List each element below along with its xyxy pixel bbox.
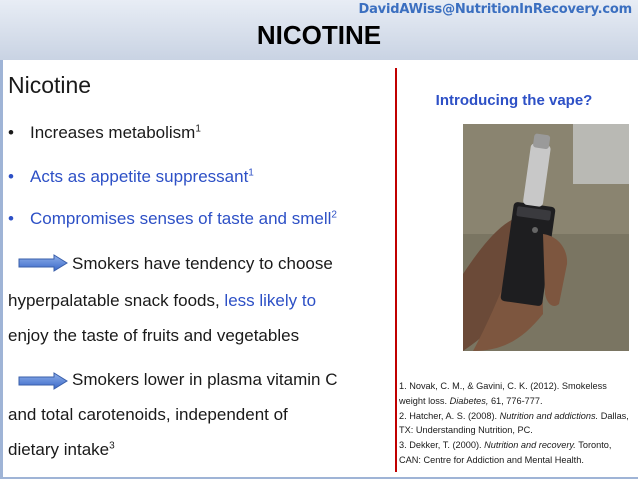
references (399, 379, 635, 468)
para2-line2: and total carotenoids, independent of (8, 405, 288, 424)
ref-text: 2. Hatcher, A. S. (2008). (399, 410, 500, 421)
reference-item (399, 409, 635, 439)
para1-line3: enjoy the taste of fruits and vegetables (8, 326, 300, 345)
para1-line1: Smokers have tendency to choose (72, 254, 333, 273)
left-column (8, 72, 393, 459)
vape-photo (463, 124, 629, 351)
para2-line3 (8, 440, 115, 460)
citation-marker: 2 (331, 209, 337, 221)
para1-line2 (8, 291, 316, 311)
citation-marker: 3 (109, 440, 115, 452)
ref-title: Nutrition and addictions. (499, 410, 599, 421)
bullet-marker: • (8, 123, 14, 142)
bullet-text: Increases metabolism (30, 123, 196, 142)
section-heading: Nicotine (8, 72, 92, 98)
ref-text: 3. Dekker, T. (2000). (399, 440, 485, 451)
para2-line1: Smokers lower in plasma vitamin C (72, 370, 338, 389)
bullet-marker: • (8, 167, 14, 186)
citation-marker: 1 (195, 123, 201, 135)
reference-item (399, 379, 635, 409)
reference-item (399, 438, 635, 468)
arrow-right-icon (18, 372, 68, 390)
arrow-right-icon (18, 254, 68, 272)
ref-text: Dallas, TX: Understanding Nutrition, PC. (399, 410, 629, 436)
bullet-text: Compromises senses of taste and smell (30, 209, 332, 228)
para1-line2-highlight: less likely to (224, 291, 317, 310)
bullet-item-appetite (8, 167, 254, 187)
bullet-text: Acts as appetite suppressant (30, 167, 249, 186)
ref-text: 1. Novak, C. M., & Gavini, C. K. (2012). Smokeless weight loss. (399, 381, 607, 406)
para1-line2-text: hyperpalatable snack foods, (8, 291, 225, 310)
ref-title: Nutrition and recovery. (484, 440, 576, 451)
slide-header (0, 0, 638, 60)
ref-title: Diabetes, (449, 395, 489, 406)
vape-illustration (463, 124, 629, 351)
slide-title: NICOTINE (256, 20, 382, 50)
bullet-marker: • (8, 209, 14, 228)
ref-text: 61, 776-777. (488, 395, 543, 406)
left-accent-strip (0, 60, 3, 479)
column-divider (395, 68, 397, 472)
author-email: DavidAWiss@NutritionInRecovery.com (358, 2, 632, 17)
ref-text: Toronto, CAN: Centre for Addiction and Mental Health. (399, 440, 612, 465)
bullet-item-metabolism (8, 123, 201, 143)
para2-line3-text: dietary intake (8, 440, 110, 459)
citation-marker: 1 (248, 167, 254, 179)
vape-heading: Introducing the vape? (435, 92, 593, 109)
bullet-item-taste (8, 209, 337, 229)
